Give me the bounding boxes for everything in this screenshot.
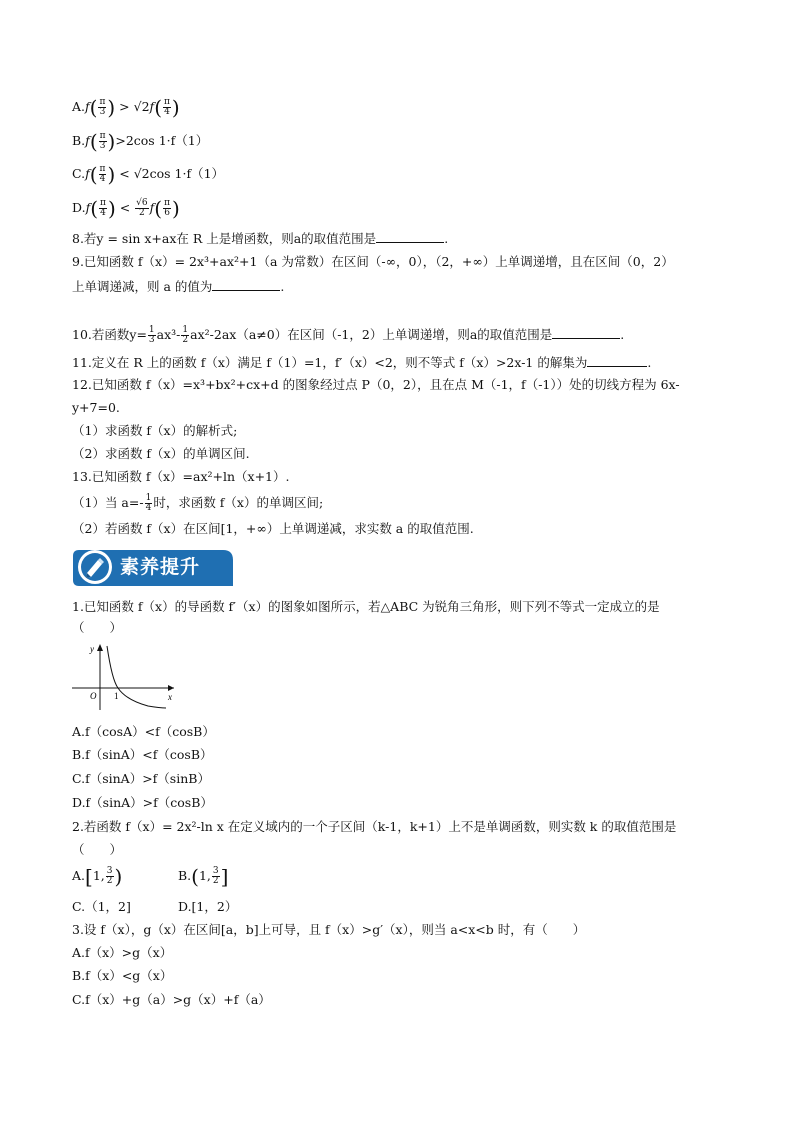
problem-1-line1: 1.已知函数 f（x）的导函数 f′（x）的图象如图所示，若△ABC 为锐角三角形，则下列不等式一定成立的是 <box>72 599 660 614</box>
question-13-part1: （1）当 a=- $\frac{1}{4}$ 时，求函数 f（x）的单调区间; <box>72 493 324 513</box>
question-12-line1: 12.已知函数 f（x）=x³+bx²+cx+d 的图象经过点 P（0，2），且在点 M（-1，f（-1））处的切线方程为 6x- <box>72 377 680 392</box>
problem-3-option-a: A.f（x）>g（x） <box>72 945 173 960</box>
answer-blank <box>552 326 620 339</box>
problem-1-option-a: A.f（cosA）<f（cosB） <box>72 724 215 739</box>
answer-blank <box>212 278 280 291</box>
y-axis-label: y <box>90 644 94 654</box>
question-13-part2: （2）若函数 f（x）在区间[1，+∞）上单调递减，求实数 a 的取值范围. <box>72 521 474 536</box>
question-13: 13.已知函数 f（x）=ax²+ln（x+1）. <box>72 469 290 484</box>
y-axis-arrow <box>97 644 103 651</box>
question-12-part1: （1）求函数 f（x）的解析式; <box>72 423 238 438</box>
option-d-prev: D.f( $\frac{\pi}{4}$ ) < $\frac{√6}{2}$ f( $\frac{\pi}{6}$ ) <box>72 196 180 221</box>
origin-label: O <box>90 691 97 701</box>
section-banner <box>73 546 235 588</box>
question-12-part2: （2）求函数 f（x）的单调区间. <box>72 446 250 461</box>
question-9-line2: 上单调递减，则 a 的值为 . <box>72 279 285 294</box>
question-12-line2: y+7=0. <box>72 400 120 415</box>
problem-2-option-c: C.（1，2] <box>72 899 131 914</box>
problem-2-line2: （ ） <box>72 842 123 857</box>
pencil-icon <box>83 555 107 579</box>
tick-label-1: 1 <box>114 691 119 701</box>
problem-3-option-c: C.f（x）+g（a）>g（x）+f（a） <box>72 992 271 1007</box>
question-9-line1: 9.已知函数 f（x）= 2x³+ax²+1（a 为常数）在区间（-∞，0），（2，+∞）上单调递增，且在区间（0，2） <box>72 254 674 269</box>
answer-blank <box>376 230 444 243</box>
problem-2-option-a: A.[1, $\frac{3}{2}$ ) <box>72 864 123 889</box>
derivative-graph <box>70 642 180 712</box>
problem-2-line1: 2.若函数 f（x）= 2x²-ln x 在定义域内的一个子区间（k-1，k+1）上不是单调函数，则实数 k 的取值范围是 <box>72 819 677 834</box>
problem-3-option-b: B.f（x）<g（x） <box>72 968 173 983</box>
question-8: 8.若y = sin x+ax在 R 上是增函数，则a的取值范围是 . <box>72 231 449 246</box>
x-axis-label: x <box>168 692 172 702</box>
problem-3: 3.设 f（x），g（x）在区间[a，b]上可导，且 f（x）>g′（x），则当 a<x<b 时，有（ ） <box>72 922 586 937</box>
problem-2-option-b: B.(1, $\frac{3}{2}$ ] <box>178 864 229 889</box>
option-a-prev: A.f( $\frac{\pi}{3}$ ) > √2f( $\frac{\pi}{4}$ ) <box>72 95 180 120</box>
problem-1-option-b: B.f（sinA）<f（cosB） <box>72 747 213 762</box>
question-11: 11.定义在 R 上的函数 f（x）满足 f（1）=1，f′（x）<2，则不等式 f（x）>2x-1 的解集为 . <box>72 355 652 370</box>
problem-1-option-d: D.f（sinA）>f（cosB） <box>72 795 213 810</box>
problem-1-line2: （ ） <box>72 620 123 635</box>
problem-1-option-c: C.f（sinA）>f（sinB） <box>72 771 210 786</box>
question-10: 10.若函数y= $\frac{1}{3}$ ax³- $\frac{1}{2}$ ax²-2ax（a≠0）在区间（-1，2）上单调递增，则a的取值范围是 . <box>72 325 625 345</box>
option-b-prev: B.f( $\frac{\pi}{3}$ )>2cos 1·f（1） <box>72 129 209 154</box>
problem-2-option-d: D.[1，2） <box>178 899 238 914</box>
section-title: 素养提升 <box>120 556 201 578</box>
x-axis-arrow <box>168 685 174 691</box>
option-c-prev: C.f( $\frac{\pi}{4}$ ) < √2cos 1·f（1） <box>72 162 225 187</box>
answer-blank <box>587 354 647 367</box>
